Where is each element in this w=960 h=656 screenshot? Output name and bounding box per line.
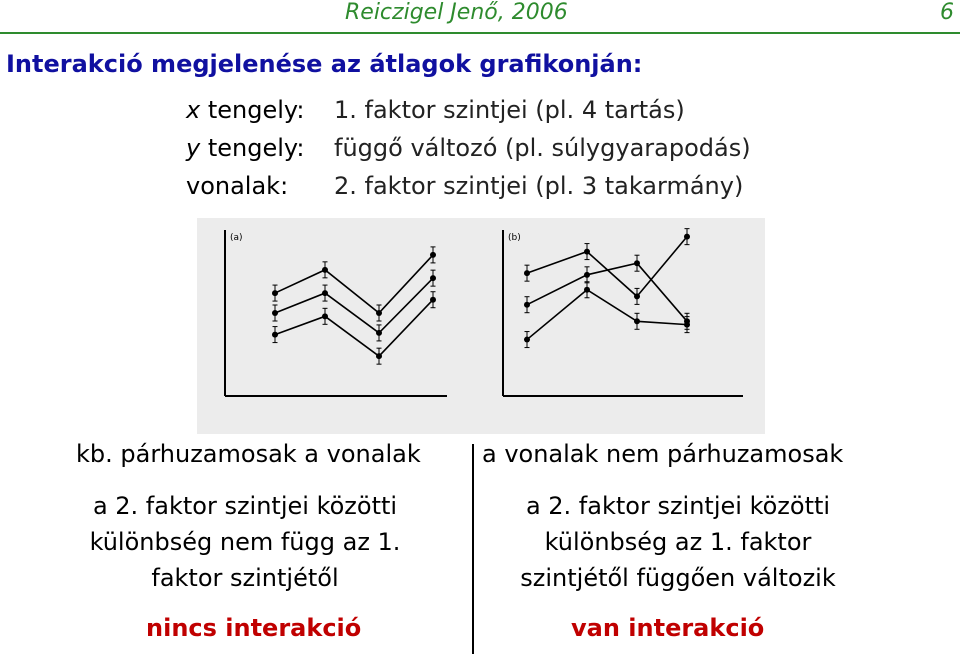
chart-b-series-2-point — [634, 260, 640, 266]
definition-x-label — [186, 96, 304, 124]
chart-a-series-2-point — [430, 275, 436, 281]
right-description-line: különbség az 1. faktor — [544, 528, 812, 556]
chart-a-panel-label: (a) — [230, 233, 243, 243]
chart-a-series-2-point — [272, 310, 278, 316]
definition-lines-value: 2. faktor szintjei (pl. 3 takarmány) — [334, 172, 744, 200]
right-description — [478, 488, 878, 596]
right-caption: a vonalak nem párhuzamosak — [482, 440, 844, 468]
chart-a-series-3-point — [272, 332, 278, 338]
chart-b-series-1-point — [524, 270, 530, 276]
definition-y-text: tengely: — [200, 134, 305, 162]
definition-y-label — [186, 134, 304, 162]
chart-a-series-3-line — [275, 300, 433, 356]
chart-b-series-2-line — [527, 263, 687, 321]
left-conclusion: nincs interakció — [146, 614, 362, 642]
left-description — [30, 488, 460, 596]
definition-x-var: x — [186, 96, 201, 124]
chart-b-series-1-point — [584, 249, 590, 255]
header-author: Reiczigel Jenő, 2006 — [345, 0, 568, 25]
chart-b-series-3-point — [584, 287, 590, 293]
chart-panel — [197, 218, 765, 434]
chart-b-series-3-point — [634, 318, 640, 324]
slide-title: Interakció megjelenése az átlagok grafikonján: — [6, 50, 643, 78]
chart-b-series-2-point — [524, 302, 530, 308]
chart-a-series-2-point — [376, 330, 382, 336]
left-description-line: faktor szintjétől — [151, 564, 339, 592]
definition-lines-label: vonalak: — [186, 172, 289, 200]
right-description-line: a 2. faktor szintjei közötti — [525, 492, 831, 520]
page-number: 6 — [940, 0, 954, 25]
chart-b-series-3-point — [524, 337, 530, 343]
chart-b-series-1-point — [684, 234, 690, 240]
definition-y-var: y — [186, 134, 201, 162]
chart-a-series-1-point — [322, 267, 328, 273]
definition-x-text: tengely: — [200, 96, 305, 124]
right-description-line: szintjétől függően változik — [520, 564, 836, 592]
left-caption: kb. párhuzamosak a vonalak — [76, 440, 421, 468]
chart-a-series-3-point — [376, 353, 382, 359]
chart-a-series-3-point — [322, 313, 328, 319]
chart-b-series-3-line — [527, 290, 687, 340]
chart-a-series-2-point — [322, 290, 328, 296]
chart-a-series-1-point — [430, 252, 436, 258]
column-divider — [472, 444, 474, 654]
chart-b-series-1-point — [634, 293, 640, 299]
chart-b-series-2-point — [584, 272, 590, 278]
chart-b-panel-label: (b) — [508, 233, 521, 243]
right-conclusion: van interakció — [571, 614, 765, 642]
header-rule — [0, 32, 960, 34]
chart-a-series-1-point — [272, 290, 278, 296]
left-description-line: a 2. faktor szintjei közötti — [92, 492, 398, 520]
left-description-line: különbség nem függ az 1. — [89, 528, 401, 556]
chart-a-series-3-point — [430, 297, 436, 303]
definition-x-value: 1. faktor szintjei (pl. 4 tartás) — [334, 96, 685, 124]
chart-b-series-3-point — [684, 322, 690, 328]
chart-b-series-1-line — [527, 237, 687, 297]
definition-y-value: függő változó (pl. súlygyarapodás) — [334, 134, 751, 162]
chart-svg — [197, 218, 765, 434]
chart-a-series-1-point — [376, 310, 382, 316]
